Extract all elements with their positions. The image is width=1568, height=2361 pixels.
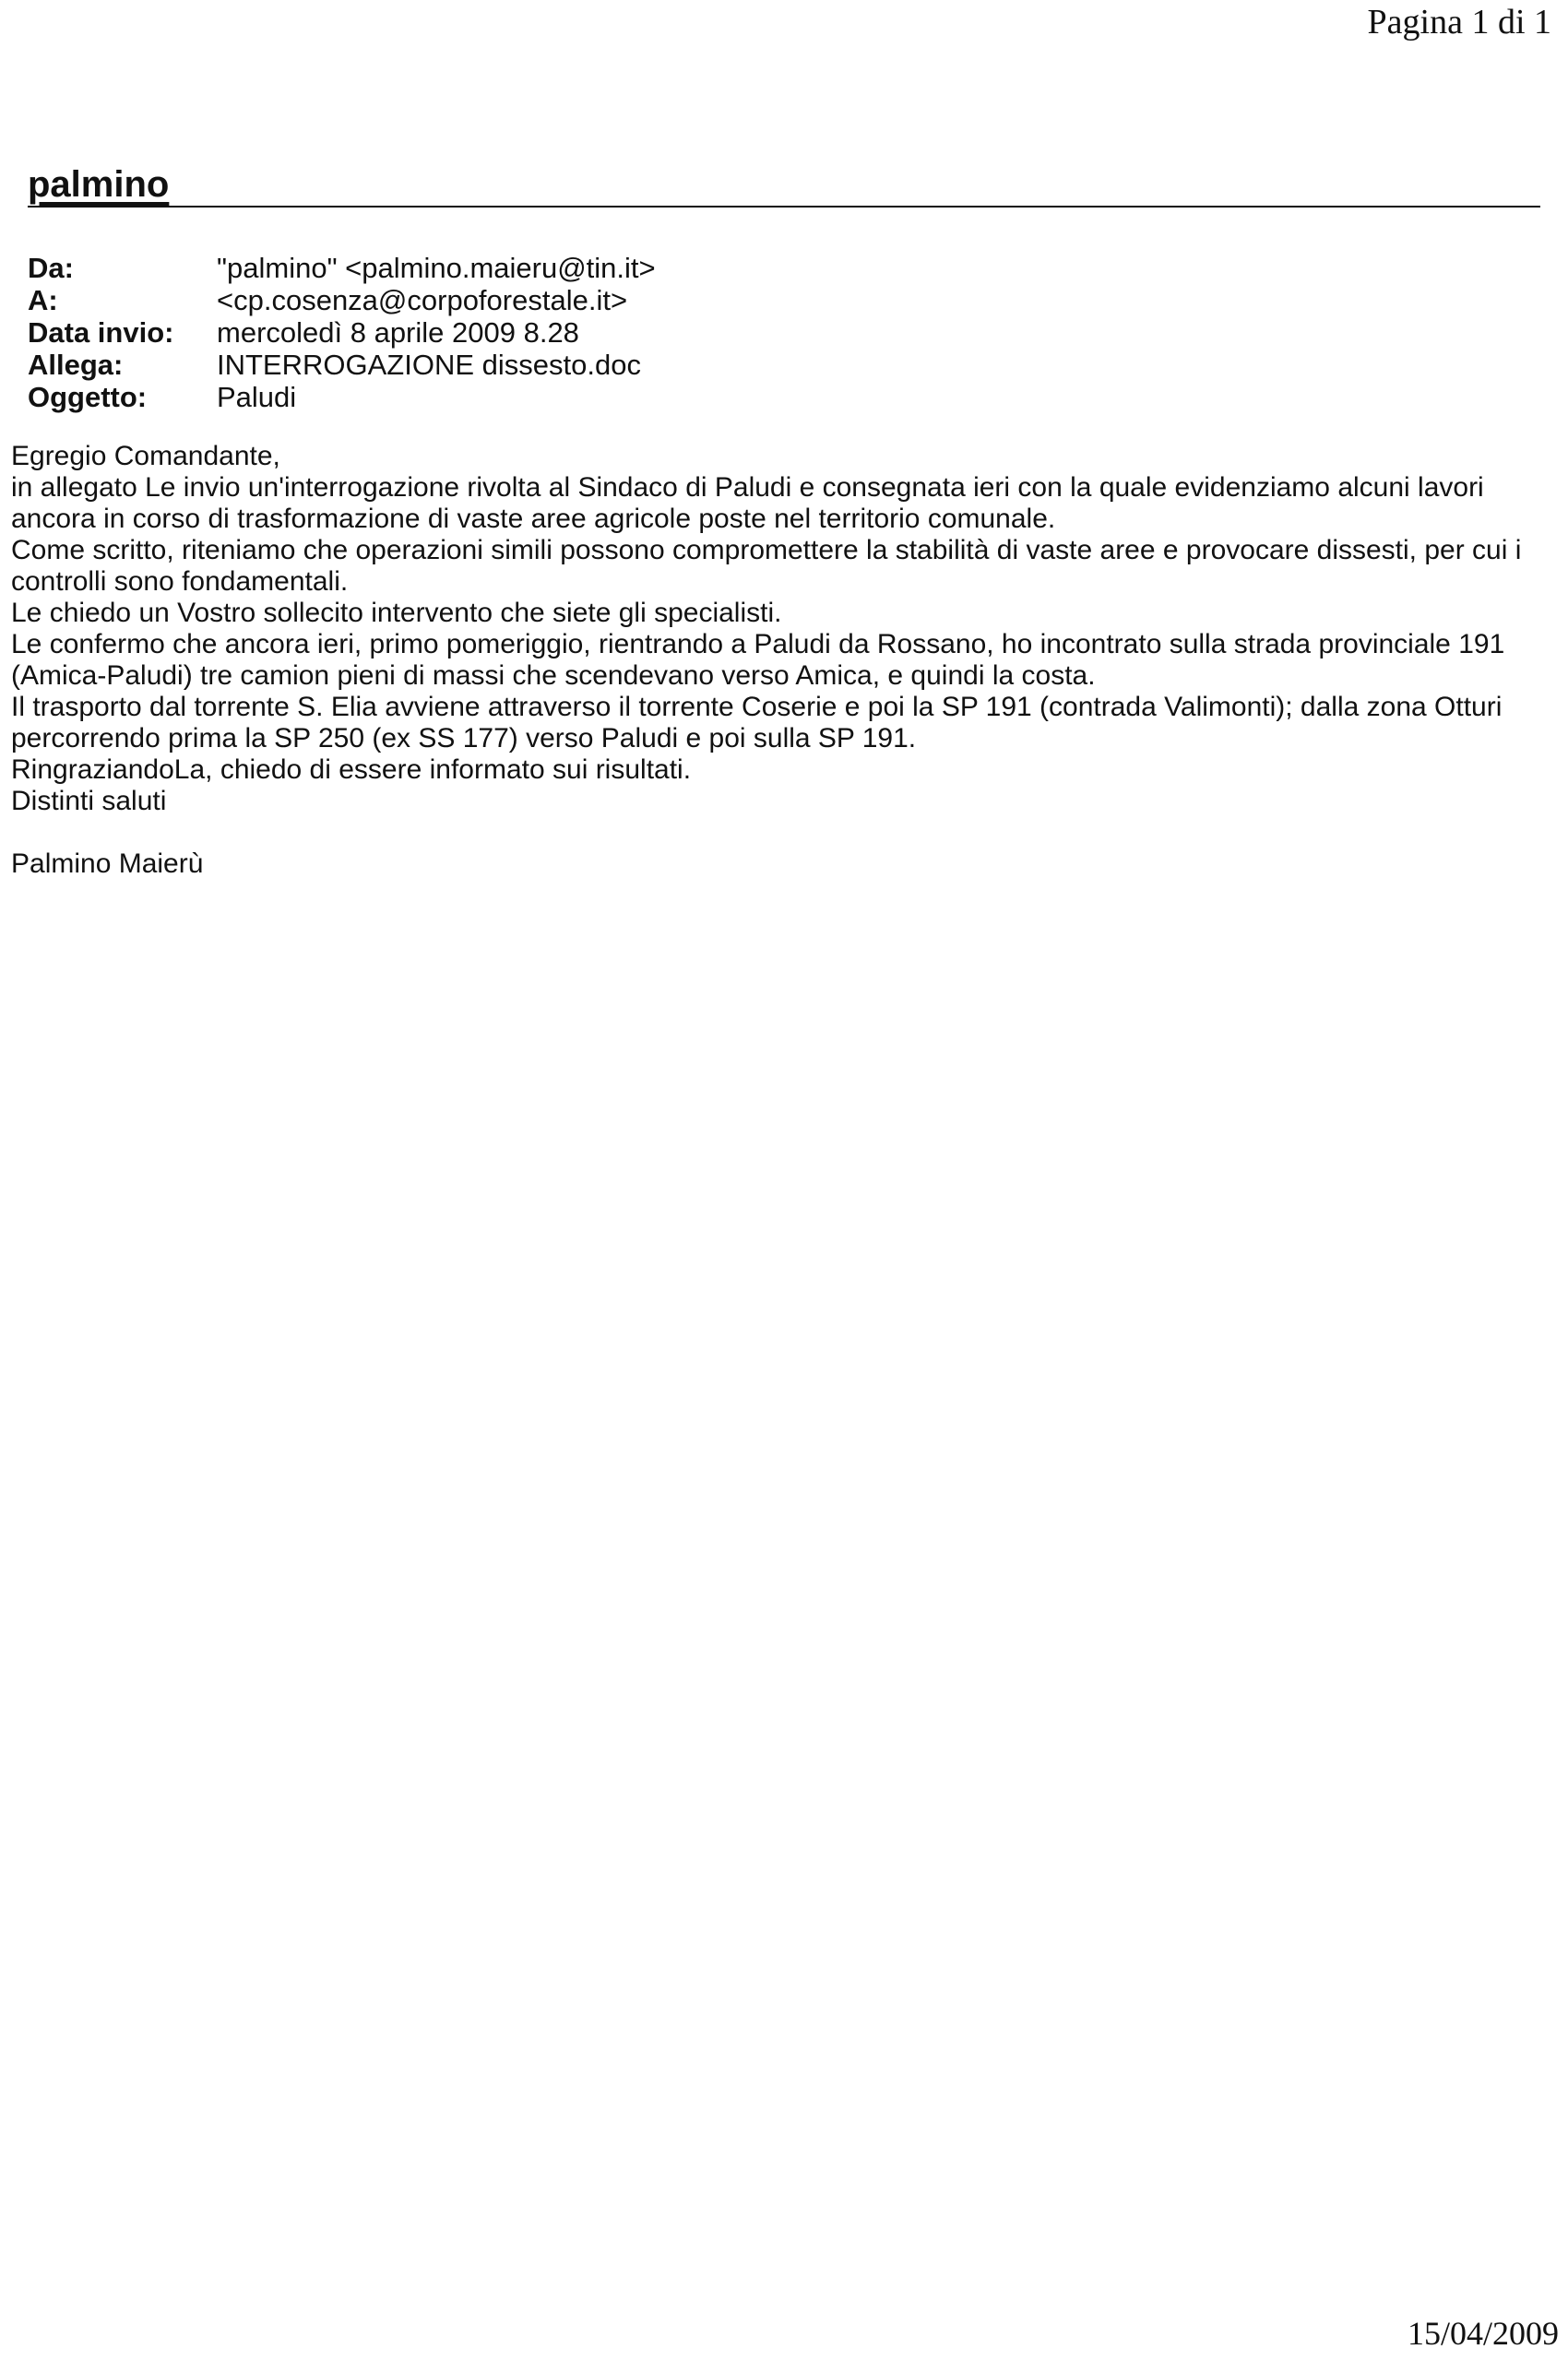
field-label: Da:: [28, 252, 74, 284]
field-value: mercoledì 8 aprile 2009 8.28: [217, 316, 579, 349]
field-to: [28, 284, 656, 316]
print-date: 15/04/2009: [1407, 2315, 1559, 2352]
sender-title: palmino: [28, 164, 170, 205]
field-value: INTERROGAZIONE dissesto.doc: [217, 349, 641, 381]
field-value: Paludi: [217, 381, 297, 413]
field-label: A:: [28, 284, 58, 316]
field-label: Oggetto:: [28, 381, 148, 413]
field-subject: [28, 381, 656, 413]
field-value: <cp.cosenza@corpoforestale.it>: [217, 284, 628, 316]
field-label: Data invio:: [28, 316, 174, 349]
greeting: Egregio Comandante,: [11, 441, 280, 471]
body-paragraph: Il trasporto dal torrente S. Elia avviene attraverso il torrente Coserie e poi la SP 191 (contrada Valimonti); dalla zona Otturi percorrendo prima la SP 250 (ex SS 177) verso Paludi e poi sulla SP 191.: [11, 692, 1503, 753]
field-from: [28, 252, 656, 284]
field-label: Allega:: [28, 349, 124, 381]
page-indicator: Pagina 1 di 1: [1367, 3, 1551, 42]
field-attachment: [28, 349, 656, 381]
closing: Distinti saluti: [11, 786, 167, 816]
title-divider: [28, 206, 1540, 208]
email-body: [11, 441, 1542, 880]
body-paragraph: Le chiedo un Vostro sollecito intervento che siete gli specialisti.: [11, 598, 782, 628]
field-date: [28, 316, 656, 349]
body-paragraph: Come scritto, riteniamo che operazioni simili possono compromettere la stabilità di vaste aree e provocare dissesti, per cui i controlli sono fondamentali.: [11, 535, 1522, 597]
field-value: "palmino" <palmino.maieru@tin.it>: [217, 252, 656, 284]
body-paragraph: Le confermo che ancora ieri, primo pomeriggio, rientrando a Paludi da Rossano, ho incontrato sulla strada provinciale 191 (Amica-Paludi) tre camion pieni di massi che scendevano verso Amica, e quindi la costa.: [11, 629, 1505, 691]
email-header-fields: [28, 252, 656, 413]
signature: Palmino Maierù: [11, 848, 204, 879]
body-paragraph: RingraziandoLa, chiedo di essere informato sui risultati.: [11, 754, 692, 785]
body-paragraph: in allegato Le invio un'interrogazione rivolta al Sindaco di Paludi e consegnata ieri con la quale evidenziamo alcuni lavori ancora in corso di trasformazione di vaste aree agricole poste nel territorio comunale.: [11, 472, 1484, 534]
